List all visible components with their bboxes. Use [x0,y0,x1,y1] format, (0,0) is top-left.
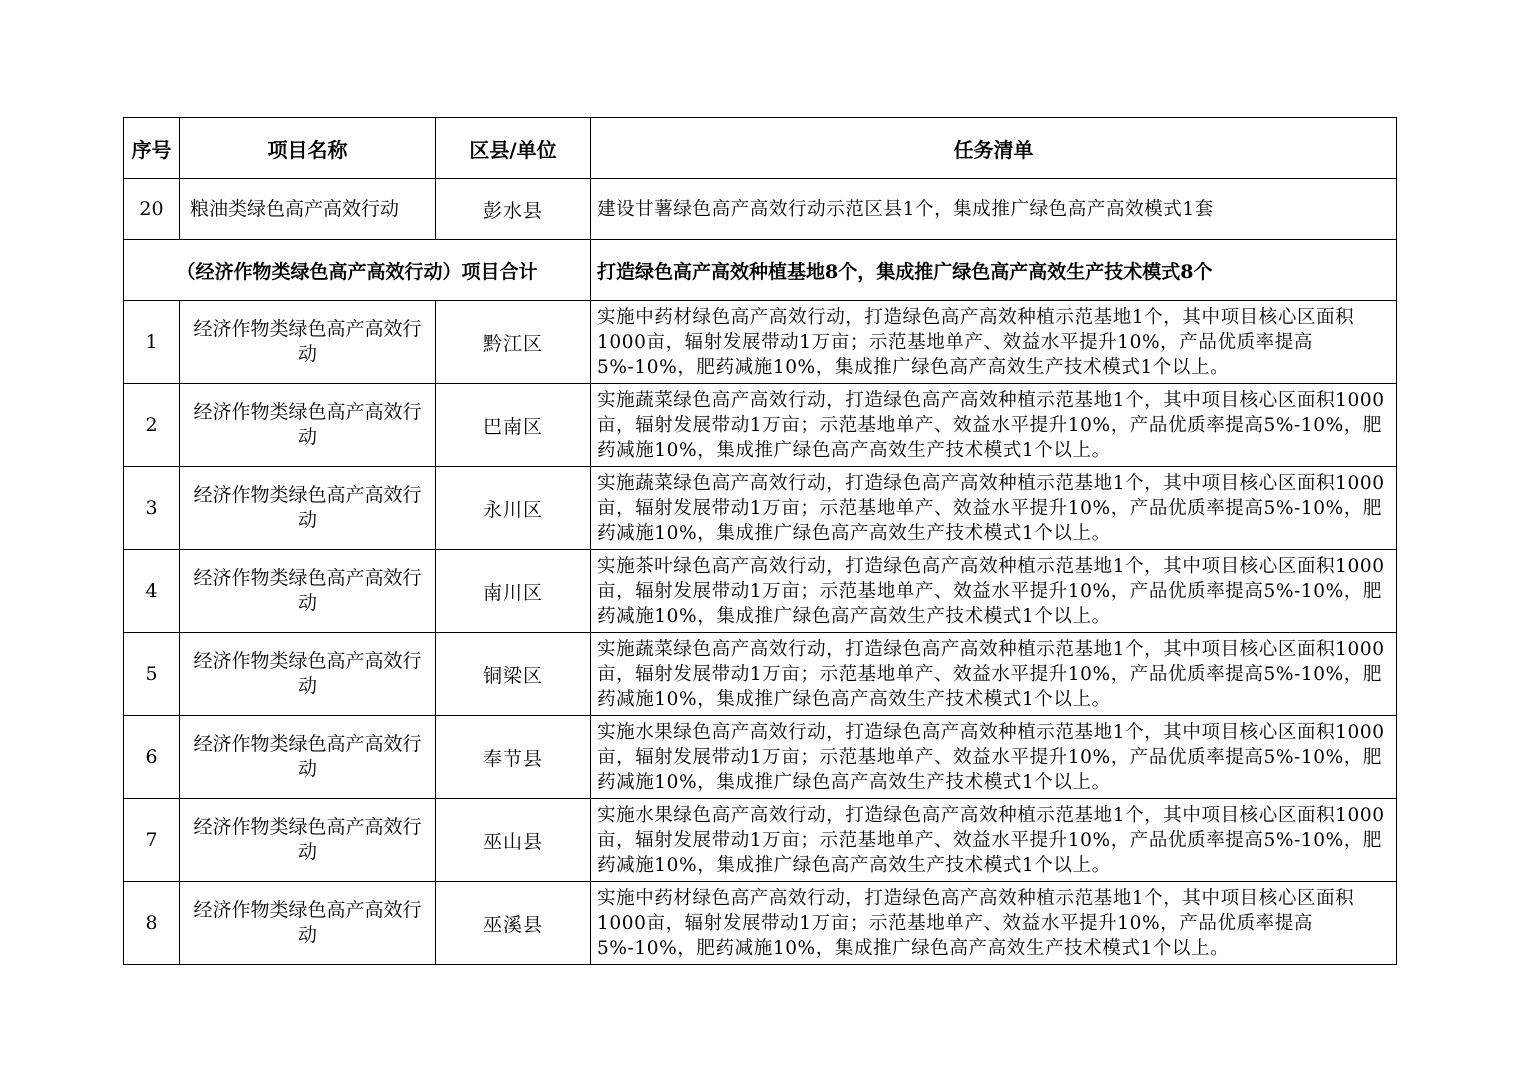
row-project-name: 经济作物类绿色高产高效行动 [180,716,436,799]
row-task-list: 实施茶叶绿色高产高效行动，打造绿色高产高效种植示范基地1个，其中项目核心区面积1000亩，辐射发展带动1万亩；示范基地单产、效益水平提升10%，产品优质率提高5%-10%，肥药减施10%，集成推广绿色高产高效生产技术模式1个以上。 [591,550,1397,633]
row-district: 奉节县 [436,716,591,799]
row-seq: 3 [124,467,180,550]
row-task-list: 实施中药材绿色高产高效行动，打造绿色高产高效种植示范基地1个，其中项目核心区面积1000亩，辐射发展带动1万亩；示范基地单产、效益水平提升10%，产品优质率提高5%-10%，肥药减施10%，集成推广绿色高产高效生产技术模式1个以上。 [591,301,1397,384]
row-project-name: 经济作物类绿色高产高效行动 [180,882,436,965]
row-task-list: 实施中药材绿色高产高效行动，打造绿色高产高效种植示范基地1个，其中项目核心区面积1000亩，辐射发展带动1万亩；示范基地单产、效益水平提升10%，产品优质率提高5%-10%，肥药减施10%，集成推广绿色高产高效生产技术模式1个以上。 [591,882,1397,965]
row-project-name: 经济作物类绿色高产高效行动 [180,467,436,550]
header-row [124,118,1397,179]
row-seq: 5 [124,633,180,716]
subtotal-label: （经济作物类绿色高产高效行动）项目合计 [124,240,591,301]
row-district: 永川区 [436,467,591,550]
row-seq: 7 [124,799,180,882]
header-project-name: 项目名称 [180,118,436,179]
row-task-list: 实施蔬菜绿色高产高效行动，打造绿色高产高效种植示范基地1个，其中项目核心区面积1000亩，辐射发展带动1万亩；示范基地单产、效益水平提升10%，产品优质率提高5%-10%，肥药减施10%，集成推广绿色高产高效生产技术模式1个以上。 [591,467,1397,550]
row-district: 铜梁区 [436,633,591,716]
row-project-name: 经济作物类绿色高产高效行动 [180,384,436,467]
table-row [124,716,1397,799]
row-district: 巫山县 [436,799,591,882]
header-district: 区县/单位 [436,118,591,179]
table-row [124,384,1397,467]
row-seq: 20 [124,179,180,240]
row-task-list: 建设甘薯绿色高产高效行动示范区县1个，集成推广绿色高产高效模式1套 [591,179,1397,240]
table-row [124,301,1397,384]
table-row [124,550,1397,633]
row-district: 巴南区 [436,384,591,467]
row-seq: 6 [124,716,180,799]
row-project-name: 粮油类绿色高产高效行动 [180,179,436,240]
row-task-list: 实施水果绿色高产高效行动，打造绿色高产高效种植示范基地1个，其中项目核心区面积1000亩，辐射发展带动1万亩；示范基地单产、效益水平提升10%，产品优质率提高5%-10%，肥药减施10%，集成推广绿色高产高效生产技术模式1个以上。 [591,716,1397,799]
row-seq: 2 [124,384,180,467]
subtotal-task-list: 打造绿色高产高效种植基地8个，集成推广绿色高产高效生产技术模式8个 [591,240,1397,301]
header-seq: 序号 [124,118,180,179]
table-row [124,179,1397,240]
table-row [124,882,1397,965]
row-seq: 1 [124,301,180,384]
row-district: 彭水县 [436,179,591,240]
row-district: 巫溪县 [436,882,591,965]
header-task-list: 任务清单 [591,118,1397,179]
row-seq: 8 [124,882,180,965]
task-list-table [123,117,1397,965]
row-project-name: 经济作物类绿色高产高效行动 [180,799,436,882]
row-district: 南川区 [436,550,591,633]
subtotal-row [124,240,1397,301]
table-row [124,467,1397,550]
row-district: 黔江区 [436,301,591,384]
row-project-name: 经济作物类绿色高产高效行动 [180,633,436,716]
table-row [124,633,1397,716]
row-task-list: 实施蔬菜绿色高产高效行动，打造绿色高产高效种植示范基地1个，其中项目核心区面积1000亩，辐射发展带动1万亩；示范基地单产、效益水平提升10%，产品优质率提高5%-10%，肥药减施10%，集成推广绿色高产高效生产技术模式1个以上。 [591,633,1397,716]
table-row [124,799,1397,882]
row-task-list: 实施水果绿色高产高效行动，打造绿色高产高效种植示范基地1个，其中项目核心区面积1000亩，辐射发展带动1万亩；示范基地单产、效益水平提升10%，产品优质率提高5%-10%，肥药减施10%，集成推广绿色高产高效生产技术模式1个以上。 [591,799,1397,882]
row-seq: 4 [124,550,180,633]
row-project-name: 经济作物类绿色高产高效行动 [180,301,436,384]
row-project-name: 经济作物类绿色高产高效行动 [180,550,436,633]
row-task-list: 实施蔬菜绿色高产高效行动，打造绿色高产高效种植示范基地1个，其中项目核心区面积1000亩，辐射发展带动1万亩；示范基地单产、效益水平提升10%，产品优质率提高5%-10%，肥药减施10%，集成推广绿色高产高效生产技术模式1个以上。 [591,384,1397,467]
